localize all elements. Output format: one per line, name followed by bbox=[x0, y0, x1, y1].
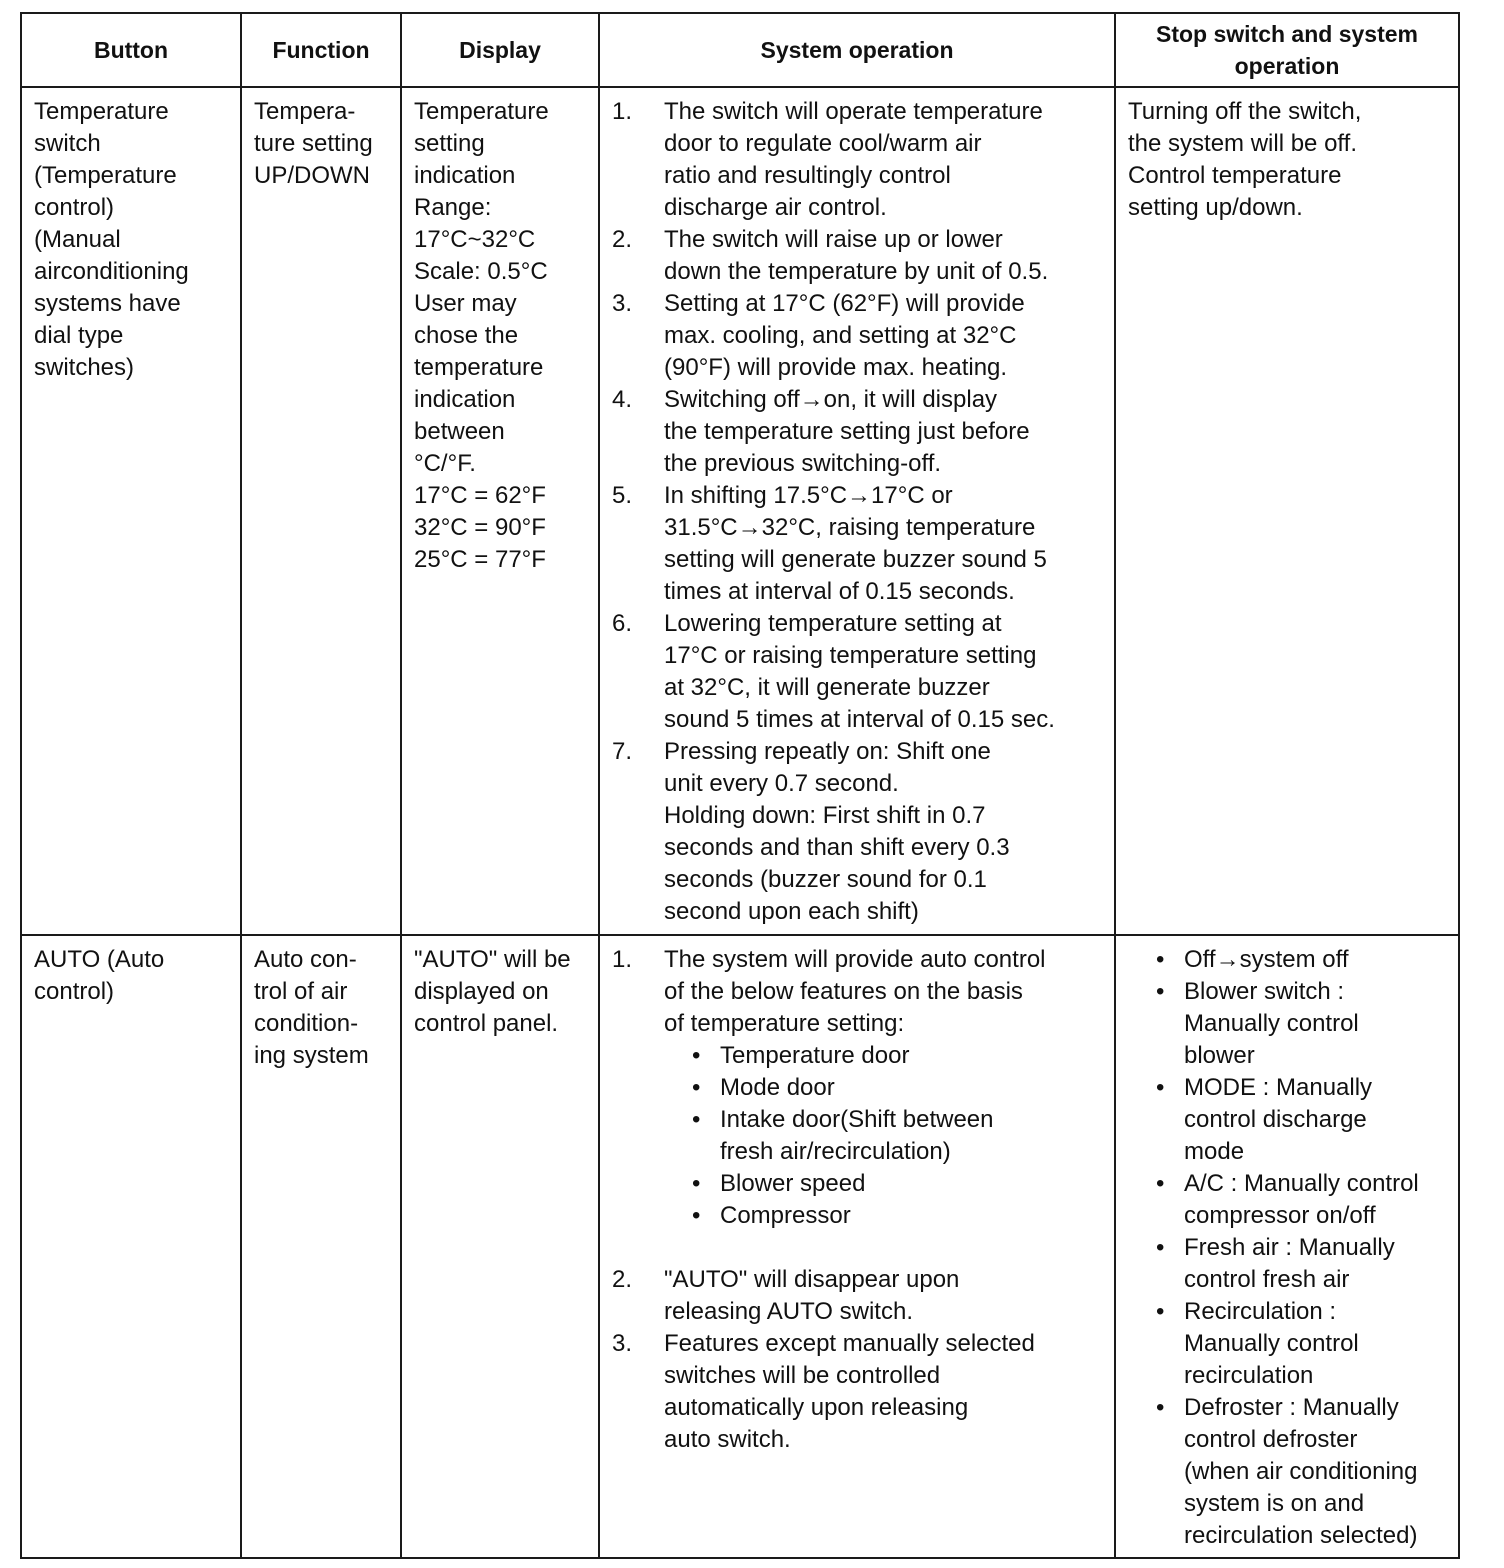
step-line: down the temperature by unit of 0.5. bbox=[664, 258, 1049, 285]
button-line: AUTO (Auto bbox=[34, 946, 165, 973]
override-line: compressor on/off bbox=[1184, 1202, 1376, 1229]
step-line: the previous switching-off. bbox=[664, 450, 942, 477]
override-line: Manually control bbox=[1184, 1330, 1359, 1357]
button-line: switches) bbox=[34, 354, 135, 381]
bullet-dot-icon: • bbox=[1156, 1170, 1165, 1197]
cell-display bbox=[401, 935, 599, 1558]
function-line: Tempera- bbox=[254, 98, 356, 125]
cell-function bbox=[241, 935, 401, 1558]
button-line: systems have bbox=[34, 290, 181, 317]
auto-features-list bbox=[664, 1040, 1104, 1232]
step-line: door to regulate cool/warm air bbox=[664, 130, 982, 157]
header-stop-switch: Stop switch and system operation bbox=[1115, 13, 1459, 87]
step-line: unit every 0.7 second. bbox=[664, 770, 899, 797]
function-line: ture setting bbox=[254, 130, 373, 157]
feature-item bbox=[664, 1200, 1104, 1232]
function-line: Auto con- bbox=[254, 946, 357, 973]
bullet-dot-icon: • bbox=[1156, 978, 1165, 1005]
step-number: 5. bbox=[612, 482, 633, 509]
header-system-operation: System operation bbox=[599, 13, 1115, 87]
display-line: 32°C = 90°F bbox=[414, 514, 546, 541]
step-line: Features except manually selected bbox=[664, 1330, 1035, 1357]
step-number: 3. bbox=[612, 290, 633, 317]
step-line: ratio and resultingly control bbox=[664, 162, 951, 189]
cell-system-operation bbox=[599, 87, 1115, 935]
stop-line: the system will be off. bbox=[1128, 130, 1357, 157]
step-number: 2. bbox=[612, 226, 633, 253]
header-display: Display bbox=[401, 13, 599, 87]
override-line: Off→system off bbox=[1184, 946, 1349, 973]
step-number: 1. bbox=[612, 946, 633, 973]
step-line: Pressing repeatly on: Shift one bbox=[664, 738, 991, 765]
step-line: 31.5°C→32°C, raising temperature bbox=[664, 514, 1036, 541]
button-line: Temperature bbox=[34, 98, 169, 125]
step-number: 6. bbox=[612, 610, 633, 637]
manual-overrides-list bbox=[1128, 944, 1448, 1552]
step-line: discharge air control. bbox=[664, 194, 887, 221]
step-line: auto switch. bbox=[664, 1426, 791, 1453]
step-line: second upon each shift) bbox=[664, 898, 919, 925]
step-number: 2. bbox=[612, 1266, 633, 1293]
override-line: control fresh air bbox=[1184, 1266, 1350, 1293]
header-row bbox=[21, 13, 1459, 87]
feature-line: Mode door bbox=[720, 1074, 835, 1101]
feature-line: Blower speed bbox=[720, 1170, 866, 1197]
override-line: Recirculation : bbox=[1184, 1298, 1337, 1325]
feature-item bbox=[664, 1168, 1104, 1200]
display-line: indication bbox=[414, 386, 516, 413]
override-line: MODE : Manually bbox=[1184, 1074, 1373, 1101]
step-line: In shifting 17.5°C→17°C or bbox=[664, 482, 953, 509]
override-line: control defroster bbox=[1184, 1426, 1358, 1453]
table-row-temperature-switch bbox=[21, 87, 1459, 935]
bullet-dot-icon: • bbox=[1156, 1394, 1165, 1421]
cell-stop-switch bbox=[1115, 87, 1459, 935]
button-line: control) bbox=[34, 978, 115, 1005]
feature-line: Temperature door bbox=[720, 1042, 910, 1069]
display-line: °C/°F. bbox=[414, 450, 476, 477]
display-line: 17°C = 62°F bbox=[414, 482, 546, 509]
display-line: setting bbox=[414, 130, 485, 157]
override-item bbox=[1128, 976, 1448, 1072]
feature-line: Intake door(Shift between bbox=[720, 1106, 994, 1133]
operation-step bbox=[612, 944, 1104, 1264]
display-line: "AUTO" will be bbox=[414, 946, 571, 973]
operation-step bbox=[612, 384, 1104, 480]
override-line: control discharge bbox=[1184, 1106, 1367, 1133]
override-item bbox=[1128, 1296, 1448, 1392]
button-line: dial type bbox=[34, 322, 124, 349]
step-line: sound 5 times at interval of 0.15 sec. bbox=[664, 706, 1055, 733]
operation-step bbox=[612, 96, 1104, 224]
table-row-auto bbox=[21, 935, 1459, 1558]
cell-function bbox=[241, 87, 401, 935]
step-line: at 32°C, it will generate buzzer bbox=[664, 674, 990, 701]
cell-system-operation bbox=[599, 935, 1115, 1558]
step-line: switches will be controlled bbox=[664, 1362, 941, 1389]
feature-item bbox=[664, 1072, 1104, 1104]
button-line: control) bbox=[34, 194, 115, 221]
display-line: temperature bbox=[414, 354, 544, 381]
button-line: (Temperature bbox=[34, 162, 177, 189]
header-button: Button bbox=[21, 13, 241, 87]
cell-display bbox=[401, 87, 599, 935]
button-line: airconditioning bbox=[34, 258, 189, 285]
button-line: (Manual bbox=[34, 226, 121, 253]
operation-step bbox=[612, 1264, 1104, 1328]
feature-line: Compressor bbox=[720, 1202, 851, 1229]
step-number: 4. bbox=[612, 386, 633, 413]
step-line: "AUTO" will disappear upon bbox=[664, 1266, 960, 1293]
operation-steps-list bbox=[612, 944, 1104, 1456]
step-number: 7. bbox=[612, 738, 633, 765]
bullet-dot-icon: • bbox=[1156, 1234, 1165, 1261]
display-line: Temperature bbox=[414, 98, 549, 125]
operation-steps-list bbox=[612, 96, 1104, 928]
step-line: 17°C or raising temperature setting bbox=[664, 642, 1037, 669]
header-function: Function bbox=[241, 13, 401, 87]
cell-button bbox=[21, 87, 241, 935]
step-line: of the below features on the basis bbox=[664, 978, 1023, 1005]
override-line: Manually control bbox=[1184, 1010, 1359, 1037]
override-line: recirculation bbox=[1184, 1362, 1314, 1389]
step-line: seconds and than shift every 0.3 bbox=[664, 834, 1010, 861]
display-line: control panel. bbox=[414, 1010, 559, 1037]
step-line: max. cooling, and setting at 32°C bbox=[664, 322, 1017, 349]
step-line: Holding down: First shift in 0.7 bbox=[664, 802, 986, 829]
step-line: seconds (buzzer sound for 0.1 bbox=[664, 866, 987, 893]
operation-step bbox=[612, 480, 1104, 608]
step-line: Switching off→on, it will display bbox=[664, 386, 998, 413]
feature-line: fresh air/recirculation) bbox=[720, 1138, 951, 1165]
display-line: Scale: 0.5°C bbox=[414, 258, 548, 285]
auto-temp-control-table bbox=[20, 12, 1460, 1559]
step-line: automatically upon releasing bbox=[664, 1394, 969, 1421]
override-item bbox=[1128, 1232, 1448, 1296]
bullet-dot-icon: • bbox=[692, 1202, 701, 1229]
stop-line: Turning off the switch, bbox=[1128, 98, 1362, 125]
display-line: chose the bbox=[414, 322, 519, 349]
override-item bbox=[1128, 1168, 1448, 1232]
bullet-dot-icon: • bbox=[692, 1042, 701, 1069]
step-line: Setting at 17°C (62°F) will provide bbox=[664, 290, 1025, 317]
override-line: system is on and bbox=[1184, 1490, 1365, 1517]
override-line: Defroster : Manually bbox=[1184, 1394, 1399, 1421]
display-line: displayed on bbox=[414, 978, 549, 1005]
step-line: setting will generate buzzer sound 5 bbox=[664, 546, 1047, 573]
operation-step bbox=[612, 736, 1104, 928]
display-line: between bbox=[414, 418, 505, 445]
override-line: mode bbox=[1184, 1138, 1245, 1165]
step-line: Lowering temperature setting at bbox=[664, 610, 1002, 637]
bullet-dot-icon: • bbox=[1156, 946, 1165, 973]
display-line: Range: bbox=[414, 194, 492, 221]
override-line: (when air conditioning bbox=[1184, 1458, 1418, 1485]
function-line: condition- bbox=[254, 1010, 359, 1037]
cell-button bbox=[21, 935, 241, 1558]
step-line: the temperature setting just before bbox=[664, 418, 1030, 445]
display-line: indication bbox=[414, 162, 516, 189]
function-line: ing system bbox=[254, 1042, 369, 1069]
bullet-dot-icon: • bbox=[692, 1106, 701, 1133]
step-number: 3. bbox=[612, 1330, 633, 1357]
step-line: times at interval of 0.15 seconds. bbox=[664, 578, 1015, 605]
step-line: The switch will operate temperature bbox=[664, 98, 1043, 125]
override-item bbox=[1128, 944, 1448, 976]
operation-step bbox=[612, 288, 1104, 384]
override-line: Blower switch : bbox=[1184, 978, 1345, 1005]
step-line: The switch will raise up or lower bbox=[664, 226, 1003, 253]
spec-document bbox=[20, 12, 1458, 1559]
override-line: blower bbox=[1184, 1042, 1255, 1069]
bullet-dot-icon: • bbox=[1156, 1074, 1165, 1101]
display-line: User may bbox=[414, 290, 517, 317]
override-line: Fresh air : Manually bbox=[1184, 1234, 1395, 1261]
cell-stop-switch bbox=[1115, 935, 1459, 1558]
stop-line: Control temperature bbox=[1128, 162, 1342, 189]
override-line: A/C : Manually control bbox=[1184, 1170, 1419, 1197]
spacer bbox=[664, 1232, 1104, 1264]
operation-step bbox=[612, 608, 1104, 736]
function-line: trol of air bbox=[254, 978, 348, 1005]
step-line: of temperature setting: bbox=[664, 1010, 905, 1037]
function-line: UP/DOWN bbox=[254, 162, 370, 189]
button-line: switch bbox=[34, 130, 101, 157]
feature-item bbox=[664, 1104, 1104, 1168]
operation-step bbox=[612, 224, 1104, 288]
override-item bbox=[1128, 1392, 1448, 1552]
bullet-dot-icon: • bbox=[692, 1074, 701, 1101]
feature-item bbox=[664, 1040, 1104, 1072]
display-line: 25°C = 77°F bbox=[414, 546, 546, 573]
display-line: 17°C~32°C bbox=[414, 226, 536, 253]
step-line: The system will provide auto control bbox=[664, 946, 1046, 973]
step-number: 1. bbox=[612, 98, 633, 125]
step-line: (90°F) will provide max. heating. bbox=[664, 354, 1008, 381]
operation-step bbox=[612, 1328, 1104, 1456]
step-line: releasing AUTO switch. bbox=[664, 1298, 913, 1325]
bullet-dot-icon: • bbox=[1156, 1298, 1165, 1325]
override-item bbox=[1128, 1072, 1448, 1168]
override-line: recirculation selected) bbox=[1184, 1522, 1418, 1549]
bullet-dot-icon: • bbox=[692, 1170, 701, 1197]
stop-line: setting up/down. bbox=[1128, 194, 1303, 221]
